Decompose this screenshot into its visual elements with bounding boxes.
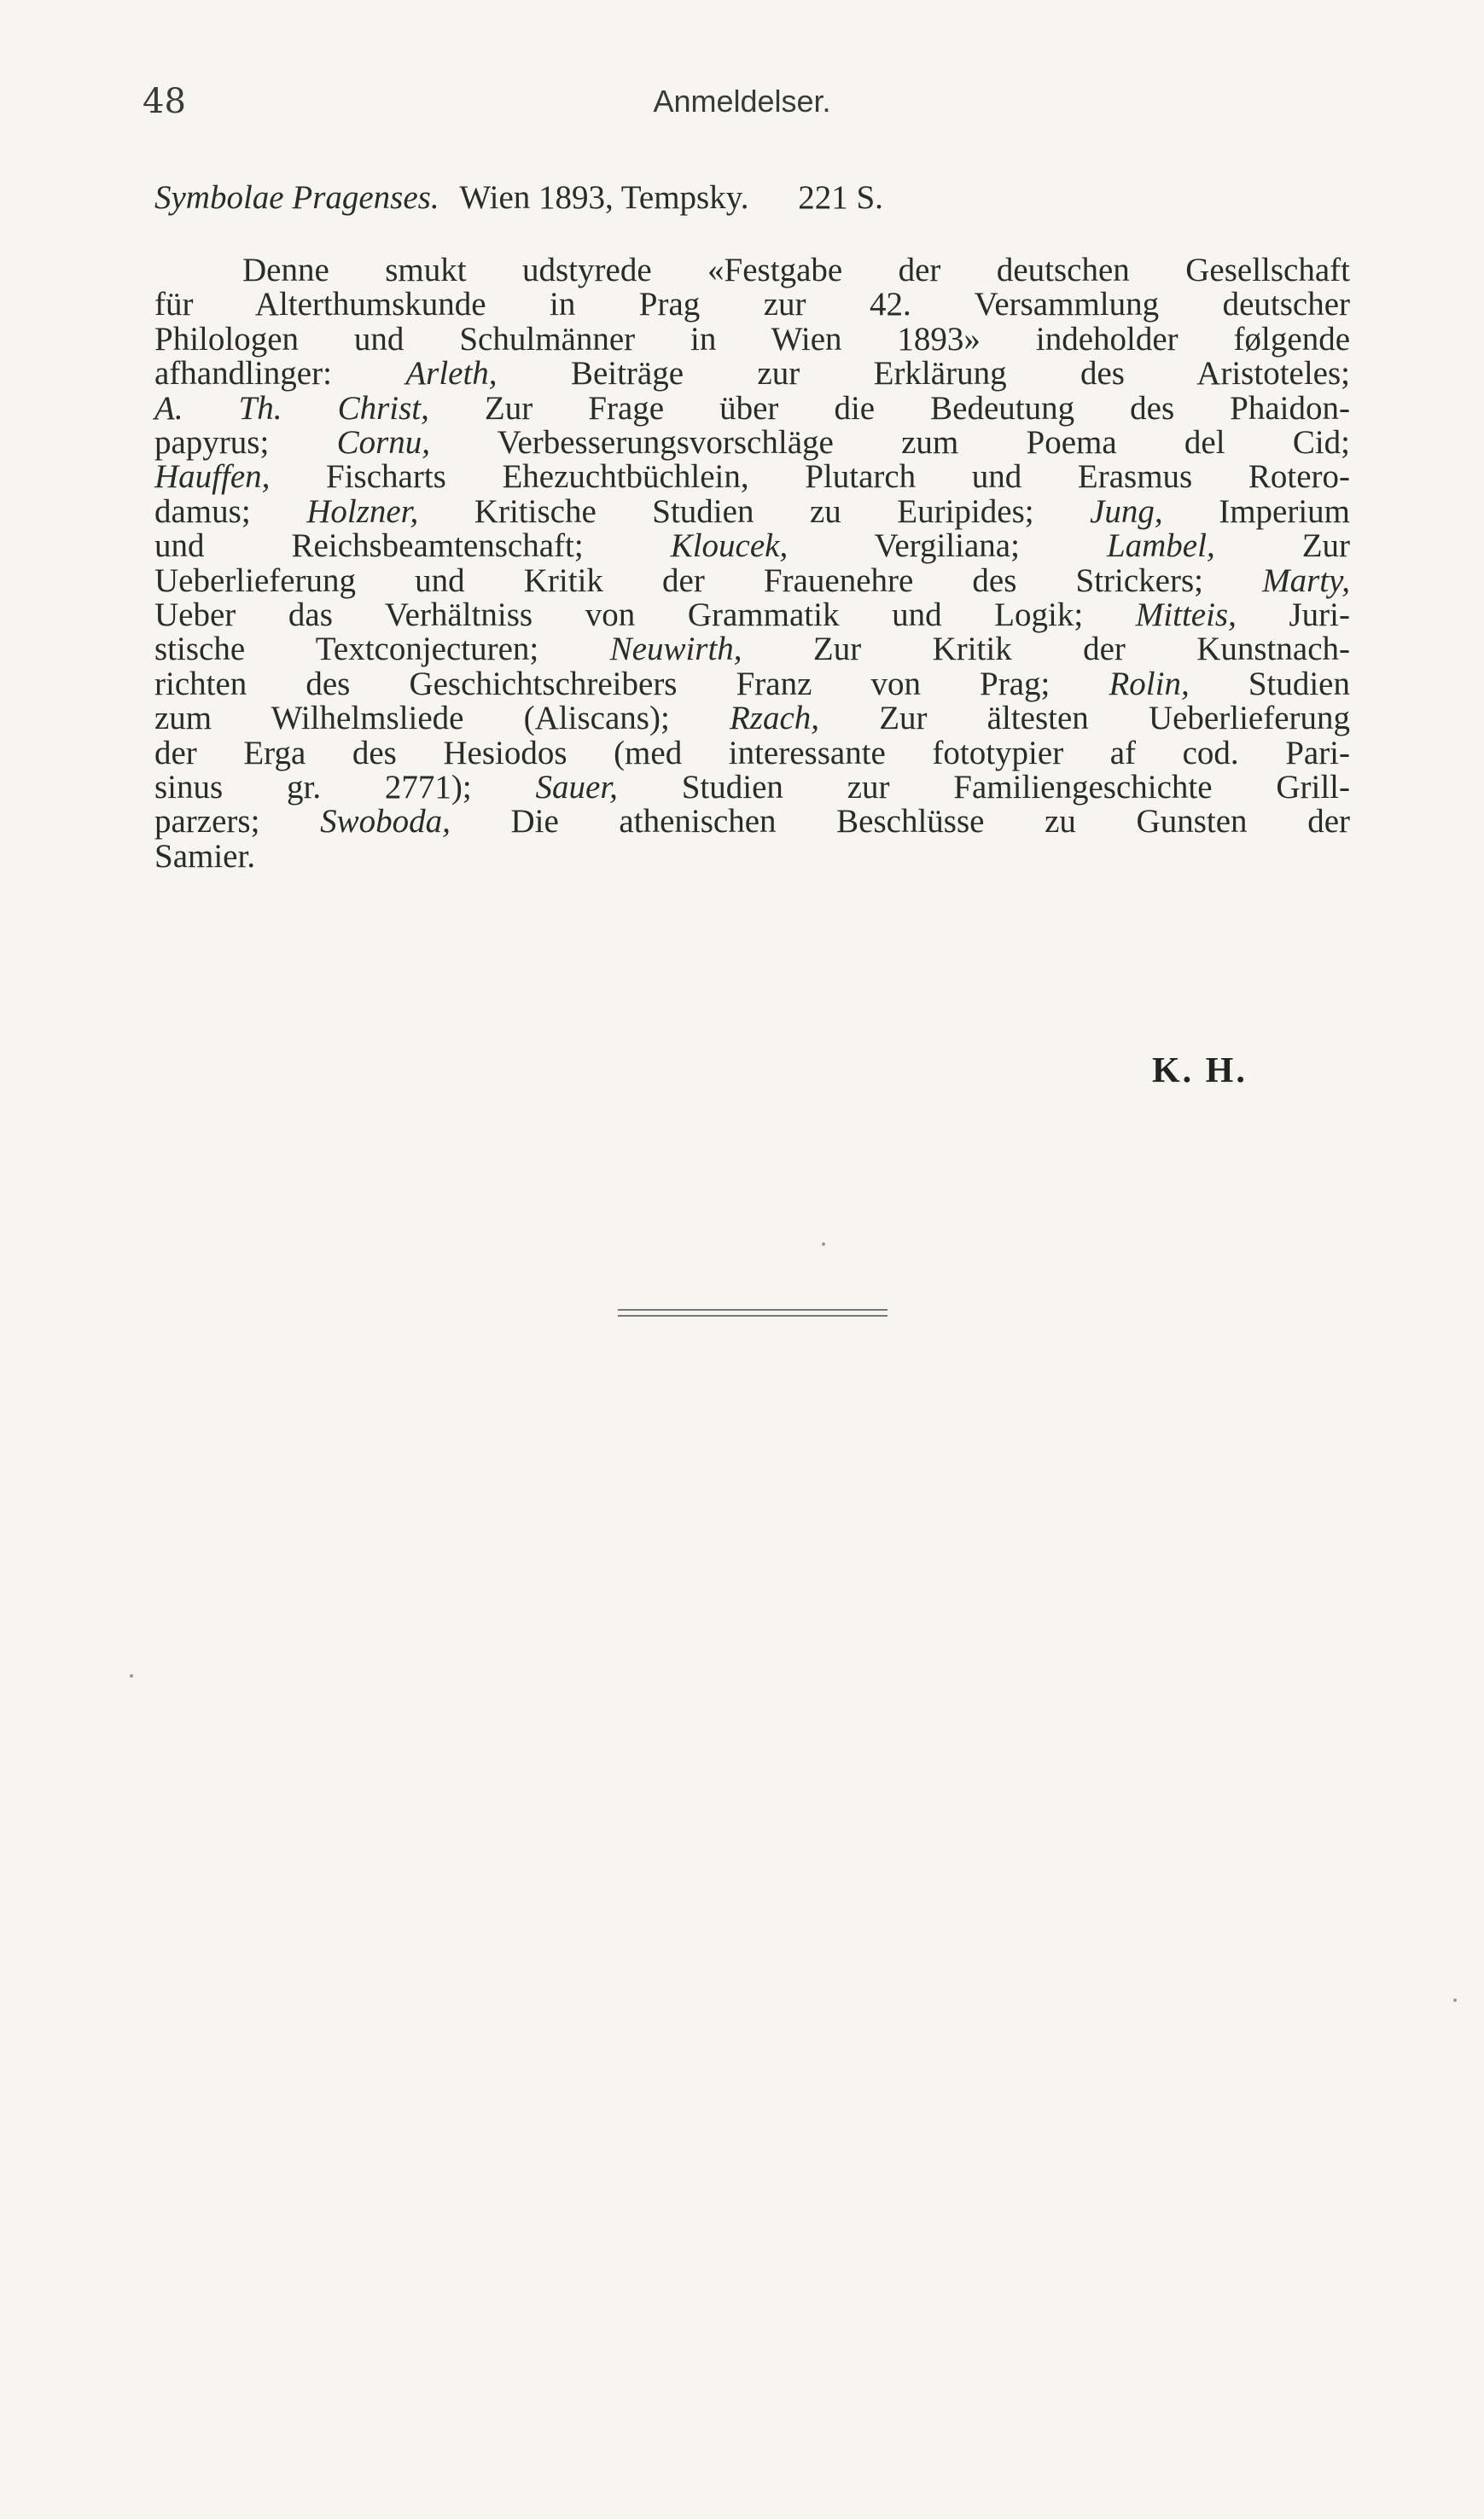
author-name: Rolin, [1109, 665, 1190, 702]
text-segment: und Reichsbeamtenschaft; [154, 527, 671, 565]
author-name: Hauffen, [154, 458, 271, 496]
text-segment: Studien [1189, 665, 1350, 702]
author-name: A. Th. Christ, [154, 389, 429, 427]
running-head: Anmeldelser. [653, 84, 831, 119]
text-line [154, 458, 1350, 496]
entry-heading [154, 181, 883, 214]
text-segment: Imperium [1162, 492, 1350, 530]
text-segment: parzers; [154, 803, 321, 841]
text-segment: Studien zur Familiengeschichte Grill- [617, 769, 1350, 806]
end-rule [618, 1309, 887, 1311]
text-line [154, 632, 1350, 666]
author-name: Arleth, [405, 355, 498, 393]
author-name: Jung, [1090, 492, 1163, 530]
text-line [154, 320, 1350, 358]
text-line [154, 701, 1350, 735]
text-segment: Zur [1214, 527, 1350, 565]
end-rule [618, 1315, 887, 1317]
page-number: 48 [143, 82, 186, 121]
entry-publication: Wien 1893, Tempsky. [459, 179, 749, 216]
text-segment: der Erga des Hesiodos (med interessante fototypier af cod. Pari- [154, 734, 1350, 771]
text-segment: Zur Kritik der Kunstnach- [742, 631, 1350, 668]
text-segment: Kritische Studien zu Euripides; [418, 492, 1091, 530]
author-name: Rzach, [729, 700, 820, 737]
author-name: Kloucek, [670, 527, 789, 565]
text-segment: Die athenischen Beschlüsse zu Gunsten der [450, 803, 1350, 841]
author-name: Swoboda, [320, 803, 451, 841]
text-segment: Ueber das Verhältniss von Grammatik und Logik; [154, 596, 1136, 633]
reviewer-signature: K. H. [1152, 1051, 1248, 1091]
author-name: Lambel, [1106, 527, 1215, 565]
text-segment: sinus gr. 2771); [154, 769, 536, 806]
entry-pages: 221 S. [798, 179, 883, 216]
text-segment: Samier. [154, 837, 256, 875]
text-segment: Ueberlieferung und Kritik der Frauenehre des Strickers; [154, 561, 1263, 599]
author-name: Sauer, [535, 769, 618, 806]
author-name: Cornu, [336, 424, 431, 461]
text-segment: Zur ältesten Ueberlieferung [819, 700, 1350, 737]
text-segment: für Alterthumskunde in Prag zur 42. Versammlung deutscher [154, 286, 1350, 323]
text-line [242, 253, 1350, 287]
text-segment: Verbesserungsvorschläge zum Poema del Cid; [430, 424, 1351, 461]
paper-speck [1453, 1998, 1457, 2002]
text-segment: Beiträge zur Erklärung des Aristoteles; [497, 355, 1350, 393]
text-line [154, 598, 1350, 631]
text-segment: Denne smukt udstyrede «Festgabe der deutschen Gesellschaft [242, 252, 1350, 288]
author-name: Holzner, [306, 492, 419, 530]
text-line [154, 426, 1350, 459]
text-segment: damus; [154, 492, 307, 530]
text-segment: Philologen und Schulmänner in Wien 1893» indeholder følgende [154, 320, 1350, 358]
text-segment: Zur Frage über die Bedeutung des Phaidon- [428, 389, 1350, 427]
author-name: Marty, [1262, 561, 1350, 599]
text-segment: Fischarts Ehezuchtbüchlein, Plutarch und Erasmus Rotero- [270, 458, 1350, 496]
text-line [154, 492, 1350, 530]
text-line [154, 355, 1350, 393]
text-line [154, 803, 1350, 841]
text-line [154, 389, 1350, 427]
text-segment: afhandlinger: [154, 355, 406, 393]
text-line [154, 288, 1350, 321]
author-name: Mitteis, [1135, 596, 1237, 633]
text-line [154, 837, 1350, 875]
text-segment: Juri- [1236, 596, 1350, 633]
text-segment: papyrus; [154, 424, 337, 461]
author-name: Neuwirth, [609, 631, 742, 668]
text-segment: zum Wilhelmsliede (Aliscans); [154, 700, 730, 737]
text-line [154, 771, 1350, 804]
paper-speck [822, 1242, 825, 1246]
text-line [154, 736, 1350, 770]
text-segment: stische Textconjecturen; [154, 631, 610, 668]
text-segment: Vergiliana; [788, 527, 1107, 565]
text-segment: richten des Geschichtschreibers Franz von Prag; [154, 665, 1109, 702]
text-line [154, 527, 1350, 565]
text-line [154, 561, 1350, 599]
text-line [154, 667, 1350, 701]
entry-title: Symbolae Pragenses. [154, 179, 439, 216]
paper-speck [130, 1674, 133, 1678]
